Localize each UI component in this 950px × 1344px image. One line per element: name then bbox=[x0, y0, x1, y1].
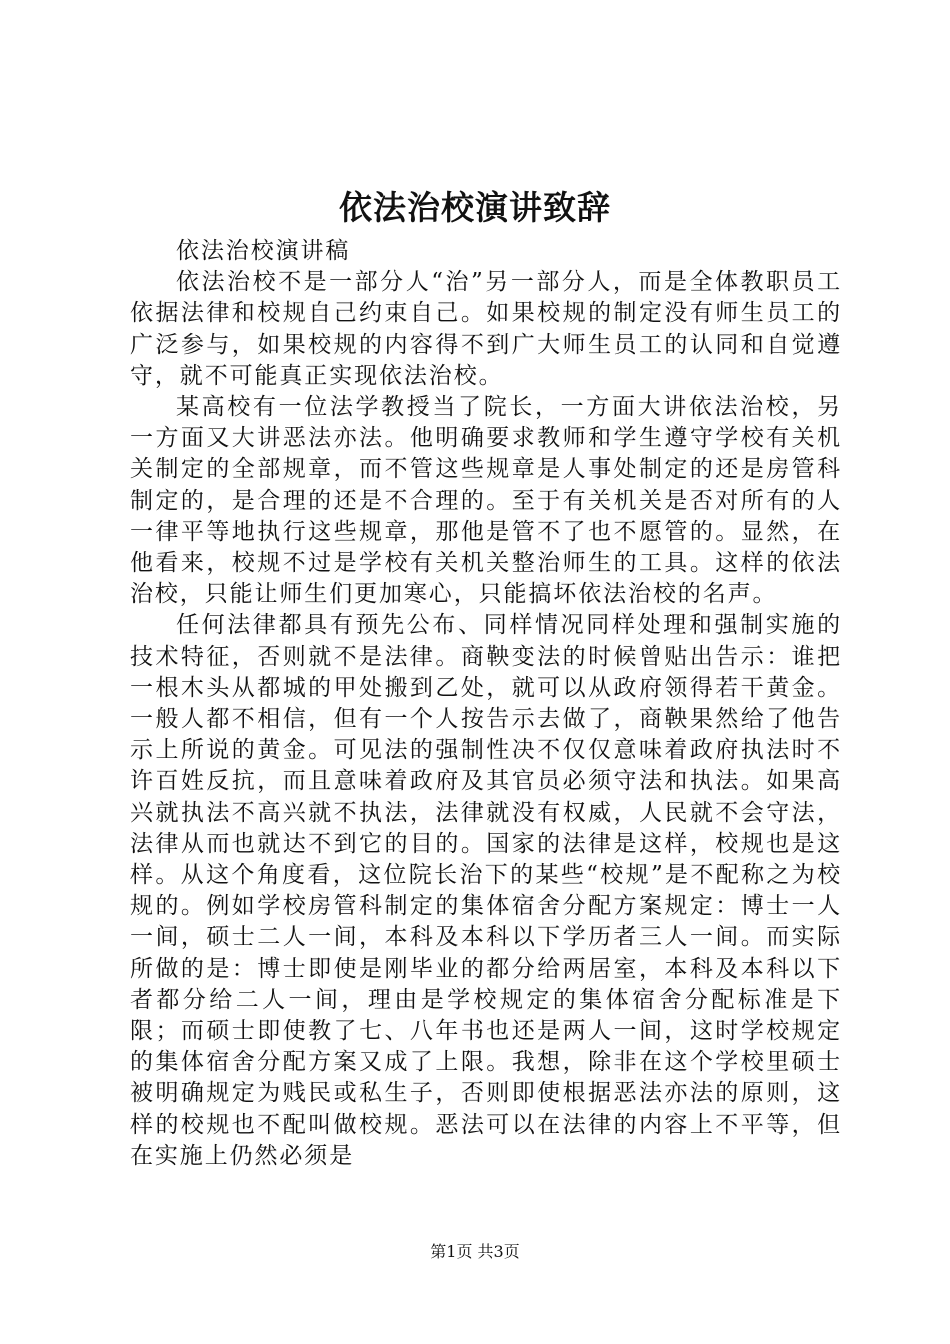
body-paragraph: 依法治校演讲稿 bbox=[176, 238, 351, 264]
body-paragraph: 依法治校不是一部分人“治”另一部分人，而是全体教职员工依据法律和校规自己约束自己。如果校规的制定没有师生员工的广泛参与，如果校规的内容得不到广大师生员工的认同和自觉遵守，就不可能真正实现依法治校。 bbox=[130, 269, 842, 389]
page-number-footer: 第1页 共3页 bbox=[430, 1242, 520, 1261]
body-paragraph: 任何法律都具有预先公布、同样情况同样处理和强制实施的技术特征，否则就不是法律。商鞅变法的时候曾贴出告示：谁把一根木头从都城的甲处搬到乙处，就可以从政府领得若干黄金。一般人都不相信，但有一个人按告示去做了，商鞅果然给了他告示上所说的黄金。可见法的强制性决不仅仅意味着政府执法时不许百姓反抗，而且意味着政府及其官员必须守法和执法。如果高兴就执法不高兴就不执法，法律就没有权威，人民就不会守法，法律从而也就达不到它的目的。国家的法律是这样，校规也是这样。从这个角度看，这位院长治下的某些“校规”是不配称之为校规的。例如学校房管科制定的集体宿舍分配方案规定：博士一人一间，硕士二人一间，本科及本科以下学历者三人一间。而实际所做的是：博士即使是刚毕业的都分给两居室，本科及本科以下者都分给二人一间，理由是学校规定的集体宿舍分配标准是下限；而硕士即使教了七、八年书也还是两人一间，这时学校规定的集体宿舍分配方案又成了上限。我想，除非在这个学校里硕士被明确规定为贱民或私生子，否则即使根据恶法亦法的原则，这样的校规也不配叫做校规。恶法可以在法律的内容上不平等，但在实施上仍然必须是 bbox=[130, 612, 842, 1169]
document-body bbox=[130, 236, 842, 1172]
document-title: 依法治校演讲致辞 bbox=[339, 188, 611, 227]
body-paragraph: 某高校有一位法学教授当了院长，一方面大讲依法治校，另一方面又大讲恶法亦法。他明确要求教师和学生遵守学校有关机关制定的全部规章，而不管这些规章是人事处制定的还是房管科制定的，是合理的还是不合理的。至于有关机关是否对所有的人一律平等地执行这些规章，那他是管不了也不愿管的。显然，在他看来，校规不过是学校有关机关整治师生的工具。这样的依法治校，只能让师生们更加寒心，只能搞坏依法治校的名声。 bbox=[130, 394, 842, 608]
